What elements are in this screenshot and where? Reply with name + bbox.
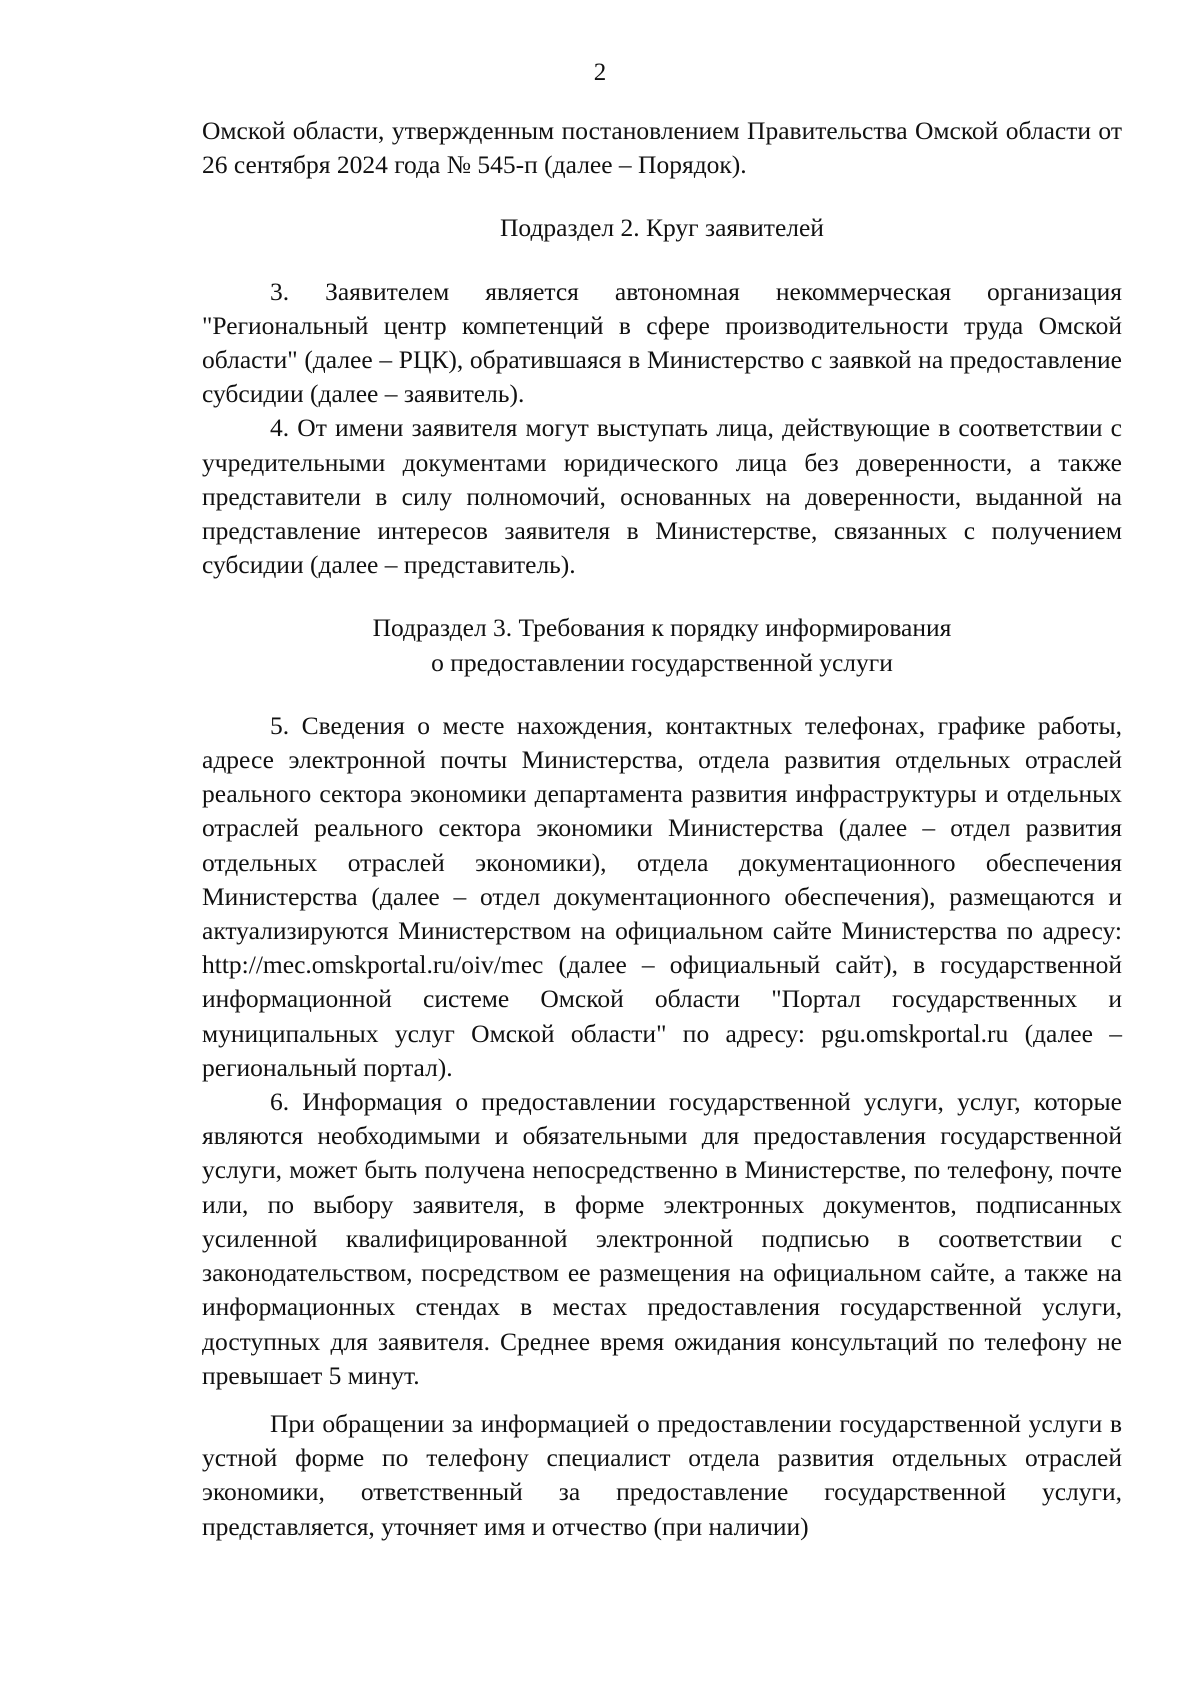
paragraph-5: 5. Сведения о месте нахождения, контактных телефонах, графике работы, адресе электронной почты Министерства, отдела развития отдельных отраслей реального сектора экономики департамента развития инфраструктуры и отдельных отраслей реального сектора экономики Министерства (далее – отдел развития отдельных отраслей экономики), отдела документационного обеспечения Министерства (далее – отдел документационного обеспечения), размещаются и актуализируются Министерством на официальном сайте Министерства по адресу: http://mec.omskportal.ru/oiv/mec (далее – официальный сайт), в государственной информационной системе Омской области "Портал государственных и муниципальных услуг Омской области" по адресу: pgu.omskportal.ru (далее – региональный портал).: [202, 710, 1122, 1082]
subsection-2-title: Подраздел 2. Круг заявителей: [500, 213, 824, 243]
subsection-3-title: [202, 611, 1122, 679]
page-number: 2: [593, 59, 607, 86]
subsection-3-title-line-1: Подраздел 3. Требования к порядку информирования: [372, 613, 952, 643]
subsection-3-title-line-2: о предоставлении государственной услуги: [431, 647, 893, 677]
document-body: [202, 114, 1122, 1544]
paragraph-4: 4. От имени заявителя могут выступать лица, действующие в соответствии с учредительными документами юридического лица без доверенности, а также представители в силу полномочий, основанных на доверенности, выданной на представление интересов заявителя в Министерстве, связанных с получением субсидии (далее – представитель).: [202, 413, 1122, 580]
paragraph-6: 6. Информация о предоставлении государственной услуги, услуг, которые являются необходимыми и обязательными для предоставления государственной услуги, может быть получена непосредственно в Министерстве, по телефону, почте или, по выбору заявителя, в форме электронных документов, подписанных усиленной квалифицированной электронной подписью в соответствии с законодательством, посредством ее размещения на официальном сайте, а также на информационных стендах в местах предоставления государственной услуги, доступных для заявителя. Среднее время ожидания консультаций по телефону не превышает 5 минут.: [202, 1087, 1122, 1390]
intro-paragraph: Омской области, утвержденным постановлением Правительства Омской области от 26 сентября 2024 года № 545-п (далее – Порядок).: [202, 116, 1122, 180]
paragraph-3: 3. Заявителем является автономная некоммерческая организация "Региональный центр компетенций в сфере производительности труда Омской области" (далее – РЦК), обратившаяся в Министерство с заявкой на предоставление субсидии (далее – заявитель).: [202, 276, 1122, 409]
paragraph-phone-inquiry: При обращении за информацией о предоставлении государственной услуги в устной форме по телефону специалист отдела развития отдельных отраслей экономики, ответственный за предоставление государственной услуги, представляется, уточняет имя и отчество (при наличии): [202, 1408, 1122, 1541]
